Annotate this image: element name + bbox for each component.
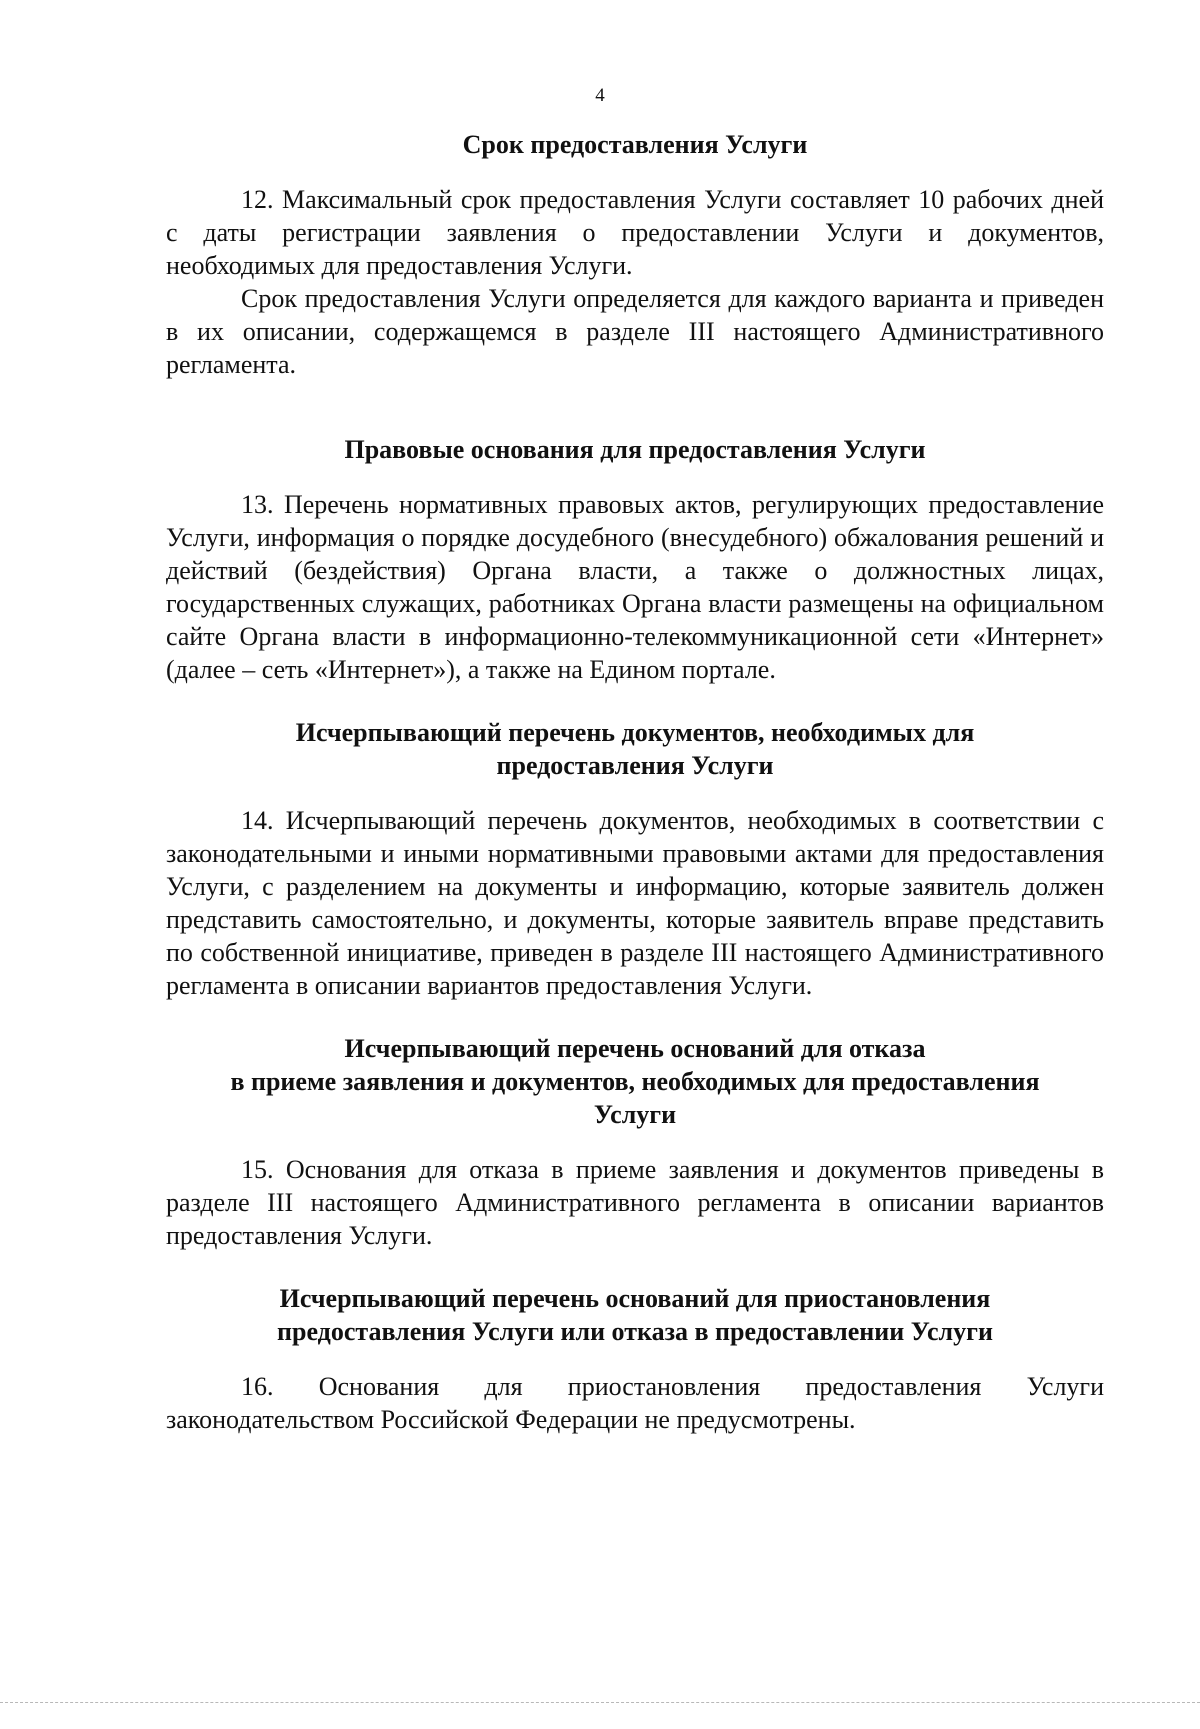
paragraph-13: 13. Перечень нормативных правовых актов, регулирующих предоставление Услуги, информация о порядке досудебного (внесудебного) обжалования решений и действий (бездействия) Органа власти, а также о должностных лицах, государственных служащих, работниках Органа власти размещены на официальном сайте Органа власти в информационно-телекоммуникационной сети «Интернет» (далее – сеть «Интернет»), а также на Едином портале.	[166, 490, 1104, 684]
paragraph-12-term: Срок предоставления Услуги определяется для каждого варианта и приведен в их описании, содержащемся в разделе III настоящего Административного регламента.	[166, 284, 1104, 379]
heading-line: предоставления Услуги	[496, 751, 774, 780]
section-legal-basis	[166, 433, 1104, 686]
heading-line: Исчерпывающий перечень документов, необходимых для	[295, 718, 975, 747]
section-heading	[166, 1282, 1104, 1348]
paragraph-12: 12. Максимальный срок предоставления Услуги составляет 10 рабочих дней с даты регистрации заявления о предоставлении Услуги и документов, необходимых для предоставления Услуги.	[166, 185, 1104, 280]
document-body	[166, 128, 1104, 1436]
heading-line: предоставления Услуги или отказа в предоставлении Услуги	[277, 1317, 993, 1346]
section-service-term	[166, 128, 1104, 381]
section-heading	[166, 433, 1104, 466]
section-heading	[166, 128, 1104, 161]
heading-line: Услуги	[593, 1100, 677, 1129]
paragraph-14: 14. Исчерпывающий перечень документов, необходимых в соответствии с законодательными и иными нормативными правовыми актами для предоставления Услуги, с разделением на документы и информацию, которые заявитель должен представить самостоятельно, и документы, которые заявитель вправе представить по собственной инициативе, приведен в разделе III настоящего Административного регламента в описании вариантов предоставления Услуги.	[166, 806, 1104, 1000]
section-required-documents	[166, 716, 1104, 1002]
scan-bottom-rule	[0, 1702, 1200, 1703]
page-number: 4	[595, 85, 605, 106]
paragraph-16: 16. Основания для приостановления предоставления Услуги законодательством Российской Федерации не предусмотрены.	[166, 1372, 1104, 1434]
paragraph-15: 15. Основания для отказа в приеме заявления и документов приведены в разделе III настоящего Административного регламента в описании вариантов предоставления Услуги.	[166, 1155, 1104, 1250]
section-refusal-reception	[166, 1032, 1104, 1252]
heading-line: Исчерпывающий перечень оснований для отказа	[344, 1034, 926, 1063]
heading-line: в приеме заявления и документов, необходимых для предоставления	[230, 1067, 1040, 1096]
section-suspension-refusal	[166, 1282, 1104, 1436]
heading-line: Срок предоставления Услуги	[462, 130, 808, 159]
section-heading	[166, 1032, 1104, 1131]
heading-line: Исчерпывающий перечень оснований для приостановления	[279, 1284, 991, 1313]
heading-line: Правовые основания для предоставления Услуги	[344, 435, 926, 464]
section-heading	[166, 716, 1104, 782]
